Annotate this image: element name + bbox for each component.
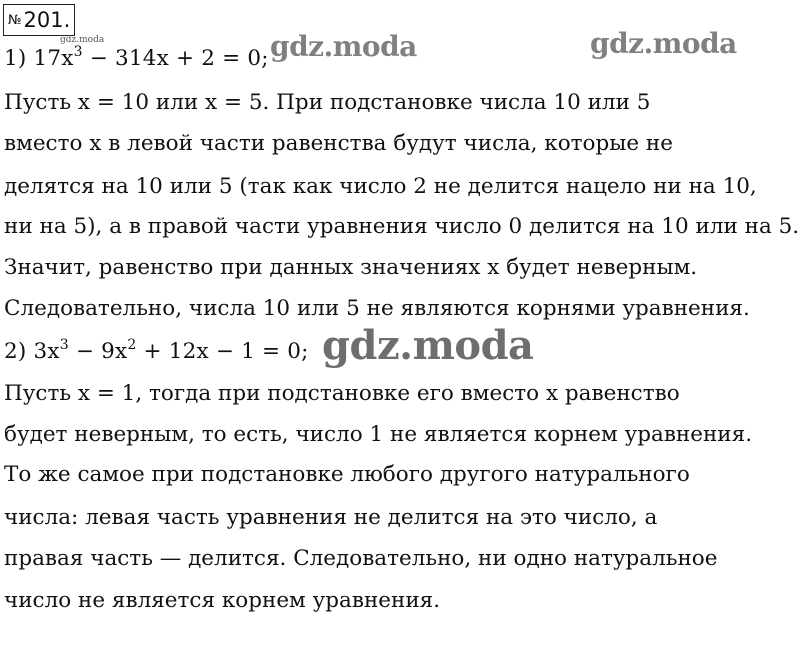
text-line: Значит, равенство при данных значениях x будет неверным. [4, 255, 698, 280]
equation-1 [4, 44, 269, 74]
text-line: Пусть x = 10 или x = 5. При подстановке числа 10 или 5 [4, 90, 651, 115]
text-line: делятся на 10 или 5 (так как число 2 не делится нацело ни на 10, [4, 174, 757, 199]
text-line: ни на 5), а в правой части уравнения число 0 делится на 10 или на 5. [4, 214, 800, 239]
text-line: числа: левая часть уравнения не делится на это число, а [4, 505, 658, 530]
problem-number: 201. [23, 8, 71, 32]
eq2-exp1: 3 [59, 337, 69, 353]
number-sign: № [8, 13, 22, 28]
eq2-exp2: 2 [127, 337, 137, 353]
text-line: число не является корнем уравнения. [4, 588, 441, 613]
text-line: будет неверным, то есть, число 1 не является корнем уравнения. [4, 422, 753, 447]
watermark-a: gdz.moda [270, 30, 417, 63]
watermark-c: gdz.moda [322, 322, 534, 369]
eq2-term2: − 9x [68, 339, 128, 364]
equation-2 [4, 337, 309, 367]
eq2-term1: 3x [33, 339, 60, 364]
part1-label: 1) [4, 46, 27, 71]
eq1-term1: 17x [33, 46, 74, 71]
text-line: То же самое при подстановке любого другого натурального [4, 462, 690, 487]
part2-label: 2) [4, 339, 27, 364]
eq2-rest: + 12x − 1 = 0; [136, 339, 309, 364]
text-line: Следовательно, числа 10 или 5 не являются корнями уравнения. [4, 296, 750, 321]
eq1-rest: − 314x + 2 = 0; [82, 46, 269, 71]
text-line: правая часть — делится. Следовательно, ни одно натуральное [4, 546, 718, 571]
problem-number-box [3, 4, 75, 36]
text-line: Пусть x = 1, тогда при подстановке его вместо x равенство [4, 381, 680, 406]
watermark-b: gdz.moda [590, 27, 737, 60]
eq1-exp: 3 [73, 44, 83, 60]
watermark-small: gdz.moda [60, 35, 105, 45]
text-line: вместо x в левой части равенства будут числа, которые не [4, 131, 673, 156]
